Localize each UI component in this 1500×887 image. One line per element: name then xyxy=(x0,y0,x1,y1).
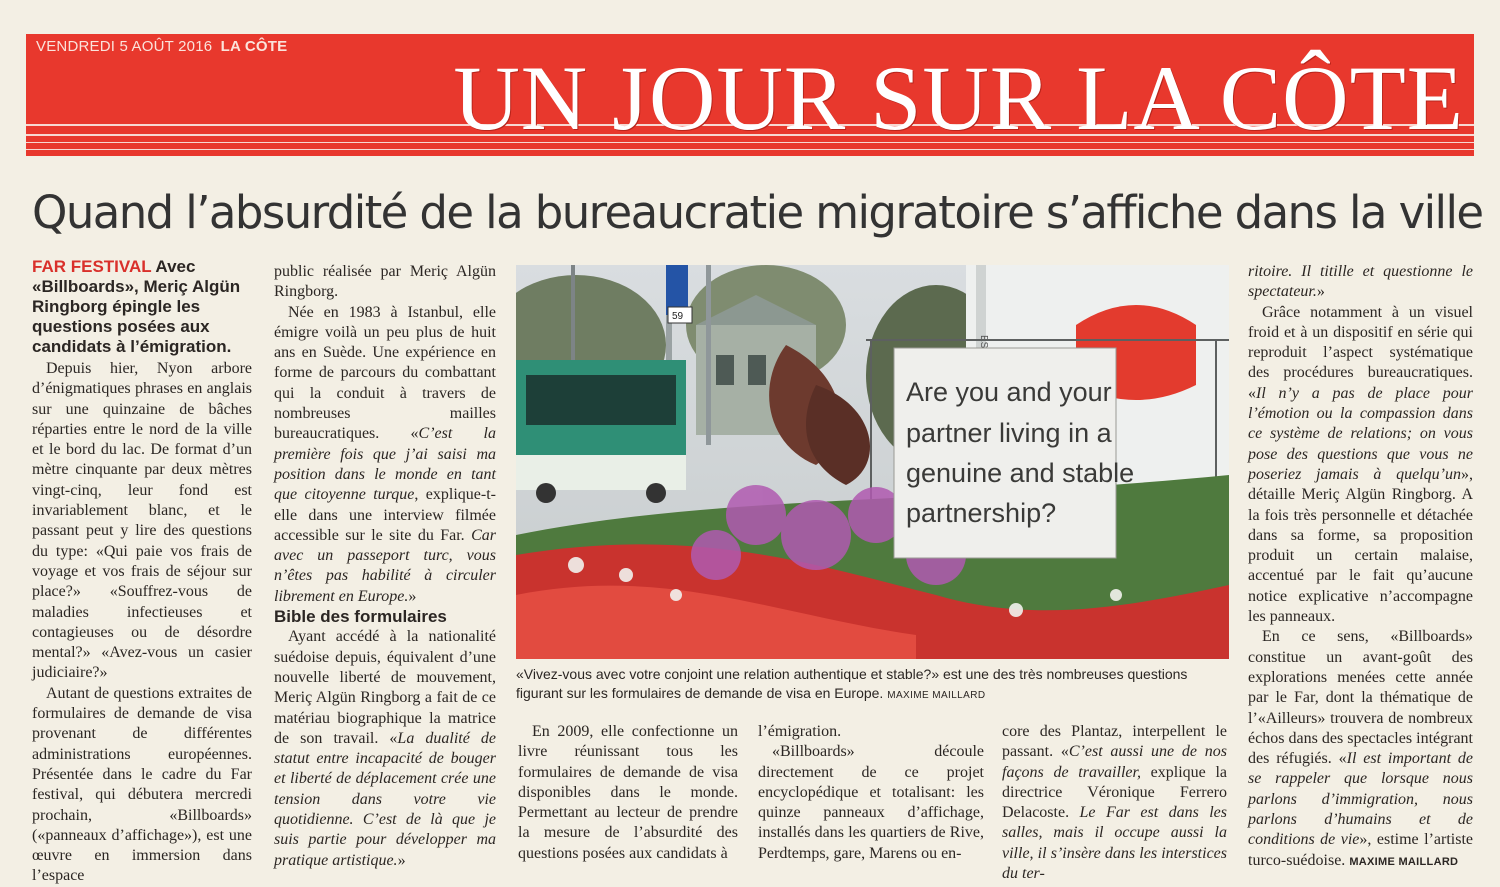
text-run: core des Plantaz, interpellent le passant. « xyxy=(1002,723,1227,761)
article-byline: MAXIME MAILLARD xyxy=(1349,855,1459,868)
text-run: » xyxy=(408,587,417,605)
quote-run: Car avec un passeport turc, vous n’êtes pas habilité à circuler librement en Europe. xyxy=(274,526,496,605)
text-run: » xyxy=(1316,283,1325,301)
section-title: UN JOUR SUR LA CÔTE xyxy=(453,47,1464,149)
text-run: , explique-t-elle dans une interview filmée accessible sur le site du Far. xyxy=(274,486,496,544)
paragraph xyxy=(1002,722,1227,884)
sign-line-1: Are you and your xyxy=(906,377,1112,407)
sign-line-4: partnership? xyxy=(906,498,1057,528)
banner-stripe xyxy=(26,149,1474,150)
caption-text: «Vivez-vous avec votre conjoint une relation authentique et stable?» est une des très nombreuses questions figurant sur les formulaires de demande de visa en Europe. xyxy=(516,666,1188,701)
text-run: », détaille Meriç Algün Ringborg. A la fois très personnelle et détachée dans sa forme, sa proposition produit un certain malaise, accentué par le fait qu’aucune notice explicative n’accompagne les panneaux. xyxy=(1248,465,1473,626)
text-run: explique la directrice Véronique Ferrero Delacoste. xyxy=(1002,763,1227,822)
kicker-text: Avec «Billboards», Meriç Algün Ringborg épingle les questions posées aux candidats à l’émigration. xyxy=(32,257,241,356)
article-kicker xyxy=(32,257,252,357)
photo-caption xyxy=(516,665,1229,705)
paragraph: l’émigration. xyxy=(758,723,842,740)
quote-run: C’est aussi une de nos façons de travailler, xyxy=(1002,743,1227,781)
paragraph xyxy=(274,627,496,871)
quote-run: ritoire. Il titille et questionne le spectateur. xyxy=(1248,263,1473,301)
article-column-1 xyxy=(32,257,252,887)
quote-run: Il n’y a pas de place pour l’émotion ou la compassion dans ce système de relations; on vous pose des questions que vous ne poseriez jamais à quelqu’un xyxy=(1248,384,1473,483)
paragraph: Depuis hier, Nyon arbore d’énigmatiques phrases en anglais sur une quinzaine de bâches réparties entre le nord de la ville et le bord du lac. De format d’un mètre cinquante par deux mètres vingt-cinq, leur fond est invariablement blanc, et le passant peut y lire des questions du type: «Qui paie vos frais de voyage et vos frais de séjour sur place?» «Souffrez-vous de maladies infectieuses et contagieuses ou de désordre mental?» «Avez-vous un casier judiciaire?» xyxy=(32,360,252,682)
photo-illustration xyxy=(516,265,1229,659)
text-run: », estime l’artiste turco-suédoise. xyxy=(1248,831,1473,869)
photo-credit: MAXIME MAILLARD xyxy=(887,690,986,701)
newspaper-name: LA CÔTE xyxy=(220,38,288,55)
subheading: Bible des formulaires xyxy=(274,607,447,627)
quote-run: La dualité de statut entre incapacité de bouger et liberté de déplacement crée une tension dans votre vie quotidienne. C’est de là que je suis partie pour développer ma pratique artistique. xyxy=(274,729,497,869)
article-column-2 xyxy=(274,262,496,871)
text-run: En ce sens, «Billboards» constitue un avant-goût des explorations menées cette année par le Far, dont la thématique de l’«Ailleurs» trouvera de nombreux échos dans des spectacles intégrant des réfugiés. « xyxy=(1248,628,1473,768)
dateline xyxy=(36,38,287,55)
road-sign-number: 59 xyxy=(672,311,684,322)
paragraph: public réalisée par Meriç Algün Ringborg. xyxy=(274,263,496,301)
article-column-6 xyxy=(1248,262,1473,872)
paragraph: Autant de questions extraites de formulaires de demande de visa provenant de différentes administrations européennes. Présentée dans le cadre du Far festival, qui débutera mercredi prochain, «Billboards» («panneaux d’affichage»), est une œuvre en immersion dans l’espace xyxy=(32,684,252,885)
paragraph xyxy=(1248,303,1473,628)
paragraph xyxy=(1248,262,1473,303)
paragraph: «Billboards» découle directement de ce projet encyclopédique et totalisant: les quinze panneaux d’affichage, installés dans les quartiers de Rive, Perdtemps, gare, Marens ou en- xyxy=(758,743,984,862)
paragraph xyxy=(1248,627,1473,872)
article-column-5 xyxy=(1002,722,1227,884)
paragraph xyxy=(274,303,496,607)
sign-line-3: genuine and stable xyxy=(906,458,1135,488)
text-run: Grâce notamment à un visuel froid et à un dispositif en série qui reproduit l’aspect systématique des procédures bureaucratiques. « xyxy=(1248,303,1473,402)
text-run: Ayant accédé à la nationalité suédoise depuis, équivalent d’une nouvelle liberté de mouvement, Meriç Algün Ringborg a fait de ce matériau biographique la matrice de son travail. « xyxy=(274,628,496,747)
article-headline: Quand l’absurdité de la bureaucratie migratoire s’affiche dans la ville xyxy=(32,186,1483,239)
article-column-4 xyxy=(758,722,984,864)
quote-run: Le Far est dans les salles, mais il occupe aussi la ville, il s’insère dans les interstices du ter- xyxy=(1002,804,1228,883)
text-run: » xyxy=(397,851,406,869)
quote-run: Il est important de se rappeler que lorsque nous parlons d’immigration, nous parlons d’humains et de conditions de vie xyxy=(1248,750,1473,849)
quote-run: C’est la première fois que j’ai saisi ma position dans le monde en tant que citoyenne turque xyxy=(274,425,496,504)
sign-line-2: partner living in a xyxy=(906,418,1112,448)
paragraph: En 2009, elle confectionne un livre réunissant tous les formulaires de demande de visa disponibles dans le monde. Permettant au lecteur de prendre la mesure de l’absurdité des questions posées aux candidats à xyxy=(518,723,738,862)
article-photo xyxy=(516,265,1229,659)
text-run: Née en 1983 à Istanbul, elle émigre voilà un peu plus de huit ans en Suède. Une expérience en forme de parcours du combattant qui la conduit à travers de nombreuses mailles bureaucratiques. « xyxy=(274,303,496,443)
issue-date: VENDREDI 5 AOÛT 2016 xyxy=(36,38,213,55)
article-column-3 xyxy=(518,722,738,864)
kicker-tag: FAR FESTIVAL xyxy=(32,257,152,276)
